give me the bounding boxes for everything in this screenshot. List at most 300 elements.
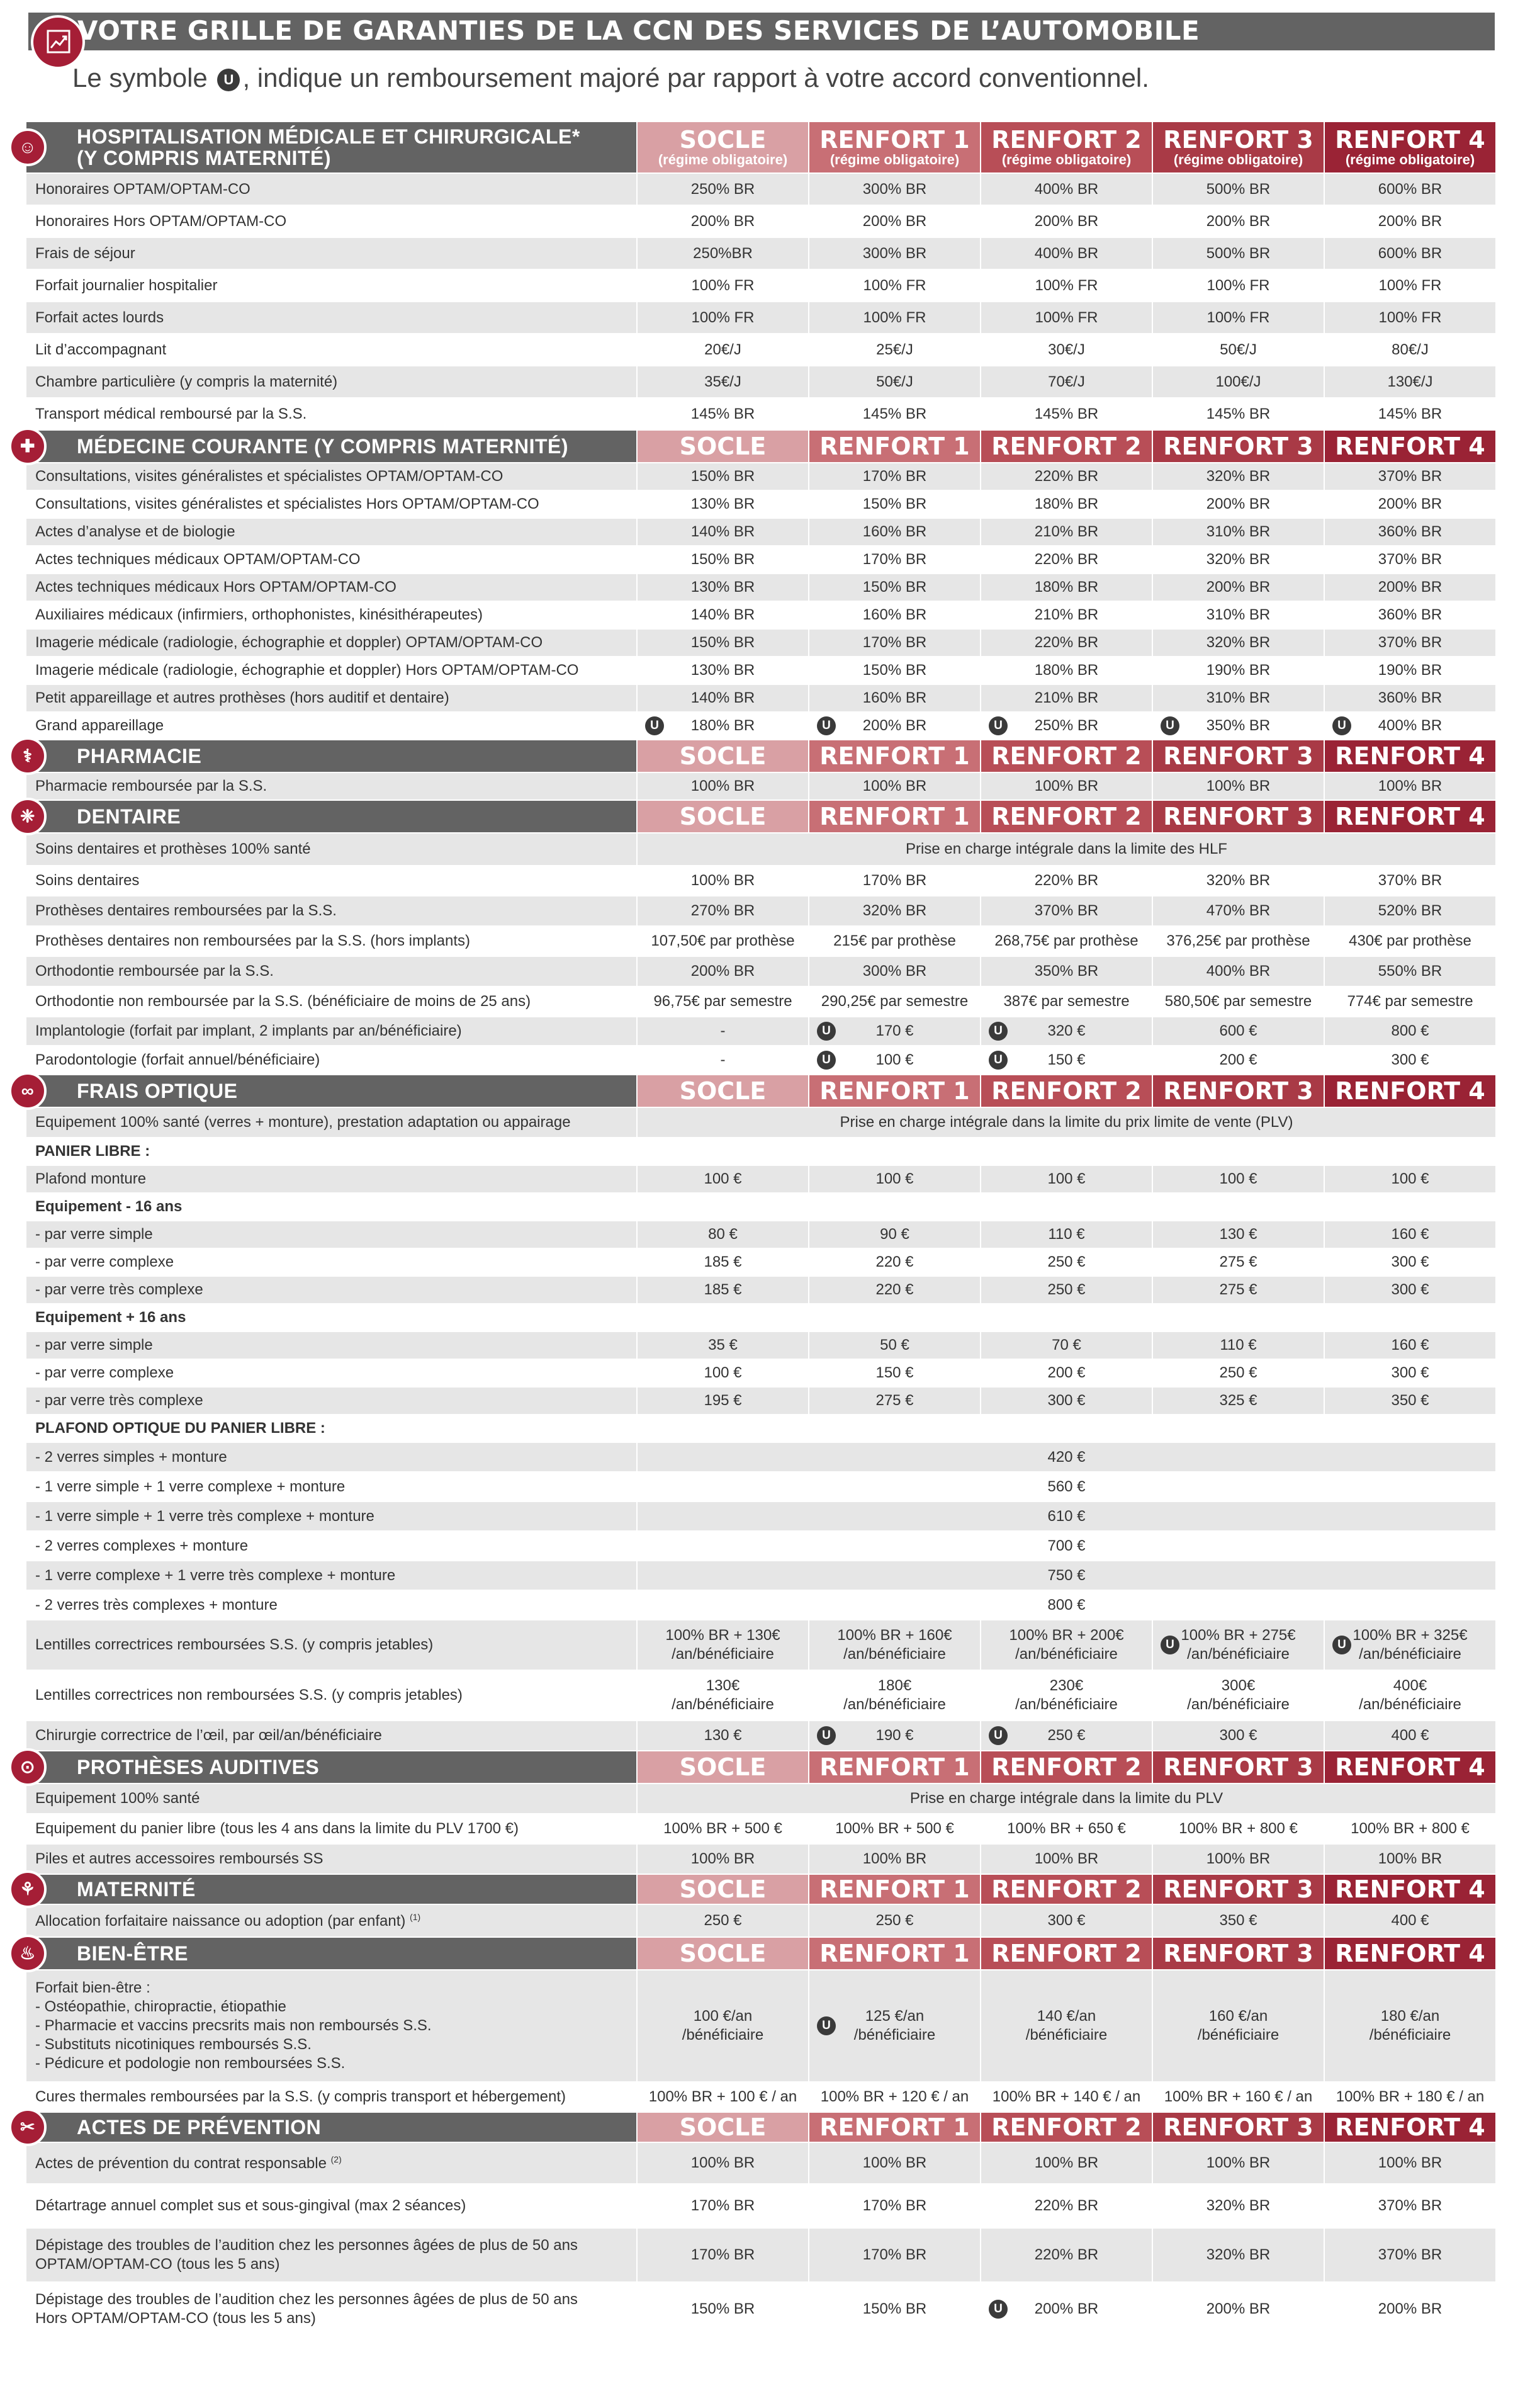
value-text: 100% FR <box>1378 276 1442 294</box>
section-title <box>20 1751 637 1783</box>
value-cell <box>637 1670 809 1721</box>
merged-value <box>637 1442 1496 1472</box>
table-row <box>26 237 1496 269</box>
value-cell <box>809 772 981 800</box>
value-text: 100% FR <box>1035 308 1098 326</box>
value-text: 300 € <box>1219 1727 1257 1744</box>
row-label-text: - par verre très complexe <box>35 1281 203 1298</box>
value-cell <box>1152 601 1324 629</box>
column-header-socle <box>637 2112 809 2142</box>
value-text: 310% BR <box>1206 523 1271 540</box>
section-title-text: BIEN-ÊTRE <box>77 1942 188 1965</box>
row-label-text: - par verre complexe <box>35 1253 174 1270</box>
value-text: 190% BR <box>1378 662 1443 679</box>
row-label-line: Dépistage des troubles de l’audition chez les personnes âgées de plus de 50 ans <box>35 2237 578 2254</box>
value-text: 200 € <box>1219 1051 1257 1068</box>
section-title-text: PROTHÈSES AUDITIVES <box>77 1755 320 1778</box>
value-text: 100% BR <box>1034 2154 1099 2171</box>
value-cell <box>809 518 981 546</box>
value-text: 170% BR <box>862 551 927 568</box>
value-cell <box>1324 629 1496 657</box>
value-text: 200% BR <box>862 717 927 734</box>
value-cell <box>981 1017 1152 1046</box>
table-row <box>26 205 1496 237</box>
row-label-text: - par verre simple <box>35 1226 153 1243</box>
section-title-line: HOSPITALISATION MÉDICALE ET CHIRURGICALE* <box>77 125 580 148</box>
value-text: 220% BR <box>1034 2246 1099 2263</box>
value-cell <box>1152 2082 1324 2112</box>
row-label-text: Piles et autres accessoires remboursés SS <box>35 1850 323 1867</box>
value-cell <box>1152 896 1324 926</box>
column-header-renfort-3 <box>1152 740 1324 772</box>
row-label <box>26 1248 637 1276</box>
value-text: 300 € <box>1391 1051 1429 1068</box>
value-cell <box>637 1248 809 1276</box>
section-title <box>20 2112 637 2142</box>
value-text: 210% BR <box>1034 689 1099 706</box>
value-cell <box>809 205 981 237</box>
column-header-label: RENFORT 1 <box>819 432 970 460</box>
column-header-label: RENFORT 4 <box>1335 742 1485 770</box>
value-text: 100% BR <box>1206 1850 1271 1867</box>
value-text: 350 € <box>1219 1912 1257 1929</box>
row-label-text: Equipement - 16 ans <box>35 1198 183 1215</box>
page-title: VOTRE GRILLE DE GARANTIES DE LA CCN DES SERVICES DE L’AUTOMOBILE <box>77 15 1200 46</box>
value-cell <box>637 601 809 629</box>
column-header-renfort-2 <box>981 1874 1152 1904</box>
majoration-icon: U <box>817 1051 836 1070</box>
value-text: 300 € <box>1047 1912 1086 1929</box>
column-header-label: RENFORT 4 <box>1335 126 1485 154</box>
value-text: 160 € <box>1391 1337 1429 1354</box>
value-text: 100% BR + 100 € / an <box>648 2088 797 2105</box>
row-label-text: Equipement + 16 ans <box>35 1309 186 1326</box>
value-text: 150% BR <box>862 579 927 596</box>
row-label <box>26 2228 637 2282</box>
value-cell <box>809 1165 981 1193</box>
value-text: 100 € <box>1391 1170 1429 1187</box>
value-cell <box>1324 2082 1496 2112</box>
value-cell <box>981 956 1152 986</box>
table-row <box>26 866 1496 896</box>
value-text: 100% BR + 800 € <box>1179 1820 1298 1837</box>
row-label <box>26 657 637 684</box>
value-text: 170 € <box>875 1022 914 1039</box>
merged-value-text: Prise en charge intégrale dans la limite du PLV <box>909 1790 1223 1807</box>
merged-value-text: 610 € <box>1047 1507 1086 1525</box>
majoration-icon: U <box>989 1051 1008 1070</box>
majoration-icon: U <box>989 1726 1008 1745</box>
value-text: 370% BR <box>1378 2197 1443 2214</box>
merged-value <box>637 1531 1496 1561</box>
value-text: 500% BR <box>1206 180 1271 198</box>
row-label-text: PANIER LIBRE : <box>35 1143 150 1160</box>
value-cell <box>981 657 1152 684</box>
value-cell <box>809 463 981 490</box>
table-row <box>26 398 1496 430</box>
value-cell <box>981 334 1152 366</box>
value-cell <box>981 1670 1152 1721</box>
value-cell <box>809 1844 981 1874</box>
section-title <box>20 1874 637 1904</box>
table-row <box>26 601 1496 629</box>
table-row <box>26 1046 1496 1075</box>
value-cell <box>1152 173 1324 205</box>
guarantees-table <box>18 121 1497 2337</box>
value-text: 250% BR <box>1034 717 1099 734</box>
value-cell <box>1152 657 1324 684</box>
column-header-note: (régime obligatoire) <box>1345 152 1475 167</box>
value-cell <box>1324 1017 1496 1046</box>
value-text: 200% BR <box>1378 212 1443 230</box>
value-text: 200% BR <box>1034 212 1099 230</box>
row-label-text: Consultations, visites généralistes et spécialistes Hors OPTAM/OPTAM-CO <box>35 495 539 512</box>
column-header-renfort-3 <box>1152 1874 1324 1904</box>
table-row <box>26 1814 1496 1844</box>
column-header-socle <box>637 430 809 463</box>
value-cell <box>981 712 1152 740</box>
row-label-text: Frais de séjour <box>35 244 135 262</box>
row-label-text: Allocation forfaitaire naissance ou adoption (par enfant) <box>35 1912 406 1930</box>
column-header-renfort-2 <box>981 122 1152 173</box>
value-cell <box>809 1221 981 1248</box>
medical-bag-icon: ✚ <box>9 427 47 465</box>
row-label <box>26 1721 637 1751</box>
value-cell <box>637 1904 809 1937</box>
value-text: 190 € <box>875 1727 914 1744</box>
row-label-text: - 1 verre complexe + 1 verre très complexe + monture <box>35 1566 396 1584</box>
table-row <box>26 366 1496 398</box>
section-header-auditives <box>26 1751 1496 1783</box>
subtitle-before: Le symbole <box>72 63 208 93</box>
value-cell <box>809 866 981 896</box>
majoration-icon: U <box>989 1022 1008 1041</box>
value-text: 100% BR + 130€ /an/bénéficiaire <box>665 1627 780 1663</box>
column-header-label: RENFORT 2 <box>991 126 1142 154</box>
column-header-renfort-3 <box>1152 430 1324 463</box>
row-label <box>26 1415 1496 1442</box>
value-cell <box>637 334 809 366</box>
value-cell <box>809 2228 981 2282</box>
value-cell <box>1324 2228 1496 2282</box>
merged-value-text: 750 € <box>1047 1566 1086 1584</box>
value-text: 350% BR <box>1206 717 1271 734</box>
majoration-icon: U <box>1161 716 1179 735</box>
value-cell <box>809 173 981 205</box>
value-text: 140% BR <box>690 523 755 540</box>
value-cell <box>1152 490 1324 518</box>
value-text: 100% BR + 500 € <box>663 1820 782 1837</box>
value-text: 100% BR + 200€ /an/bénéficiaire <box>1009 1627 1124 1663</box>
table-row <box>26 574 1496 601</box>
value-cell <box>981 772 1152 800</box>
value-text: 100% BR + 180 € / an <box>1336 2088 1485 2105</box>
table-row <box>26 1359 1496 1387</box>
value-cell <box>1152 1387 1324 1415</box>
majoration-icon: U <box>645 716 664 735</box>
row-label <box>26 1590 637 1620</box>
value-cell <box>981 629 1152 657</box>
table-row <box>26 629 1496 657</box>
value-text: 145% BR <box>1206 405 1271 422</box>
value-cell <box>1152 986 1324 1017</box>
row-label-text: Forfait actes lourds <box>35 308 164 326</box>
row-label-text: Actes techniques médicaux OPTAM/OPTAM-CO <box>35 551 361 568</box>
value-cell <box>809 334 981 366</box>
column-header-renfort-1 <box>809 2112 981 2142</box>
value-text: 360% BR <box>1378 523 1443 540</box>
row-label-text: Chirurgie correctrice de l’œil, par œil/an/bénéficiaire <box>35 1727 382 1744</box>
column-header-label: RENFORT 1 <box>819 803 970 830</box>
value-text: 160 € <box>1391 1226 1429 1243</box>
value-text: 170% BR <box>862 872 927 889</box>
value-text: 140% BR <box>690 689 755 706</box>
row-label <box>26 518 637 546</box>
row-label <box>26 1814 637 1844</box>
majoration-icon: U <box>1332 716 1351 735</box>
value-text: 220 € <box>875 1253 914 1270</box>
column-header-renfort-2 <box>981 1075 1152 1107</box>
value-text: 180€ /an/bénéficiaire <box>843 1677 946 1713</box>
value-text: 100% BR <box>1034 1850 1099 1867</box>
row-label <box>26 1359 637 1387</box>
value-text: 150% BR <box>690 468 755 485</box>
column-header-socle <box>637 1937 809 1970</box>
row-label <box>26 1193 1496 1221</box>
row-label-text: - 2 verres simples + monture <box>35 1448 227 1466</box>
row-label-text: - par verre complexe <box>35 1364 174 1381</box>
row-label <box>26 833 637 866</box>
value-text: 200 € <box>1047 1364 1086 1381</box>
row-label-text: PLAFOND OPTIQUE DU PANIER LIBRE : <box>35 1420 325 1437</box>
row-label <box>26 684 637 712</box>
value-text: 200% BR <box>1378 2300 1443 2317</box>
merged-value <box>637 1472 1496 1501</box>
value-text: 125 €/an /bénéficiaire <box>853 2008 936 2043</box>
value-text: 96,75€ par semestre <box>653 993 792 1010</box>
value-cell <box>1152 1359 1324 1387</box>
table-row <box>26 1721 1496 1751</box>
value-cell <box>809 1970 981 2082</box>
value-text: 250 € <box>1047 1281 1086 1298</box>
value-text: 100% BR <box>862 2154 927 2171</box>
row-label <box>26 574 637 601</box>
value-text: 600% BR <box>1378 180 1443 198</box>
value-text: 220% BR <box>1034 468 1099 485</box>
column-header-label: RENFORT 2 <box>991 1875 1142 1903</box>
column-header-label: RENFORT 2 <box>991 432 1142 460</box>
value-text: 170% BR <box>862 2197 927 2214</box>
column-header-label: SOCLE <box>679 432 767 460</box>
column-header-renfort-1 <box>809 1075 981 1107</box>
row-label-text: Actes techniques médicaux Hors OPTAM/OPTAM-CO <box>35 579 397 596</box>
column-header-socle <box>637 1751 809 1783</box>
value-text: 580,50€ par semestre <box>1164 993 1312 1010</box>
table-row <box>26 657 1496 684</box>
value-cell <box>637 463 809 490</box>
value-cell <box>637 366 809 398</box>
table-row <box>26 302 1496 334</box>
value-text: 70€/J <box>1048 373 1085 390</box>
value-cell <box>1324 1670 1496 1721</box>
row-label-text: Plafond monture <box>35 1170 147 1187</box>
value-text: 100% BR <box>1378 1850 1443 1867</box>
row-label-text: Soins dentaires et prothèses 100% santé <box>35 840 311 857</box>
value-text: 30€/J <box>1048 341 1085 358</box>
value-cell <box>1324 1814 1496 1844</box>
table-row <box>26 1590 1496 1620</box>
section-title-text: FRAIS OPTIQUE <box>77 1079 238 1102</box>
value-text: 220% BR <box>1034 2197 1099 2214</box>
table-row <box>26 269 1496 302</box>
value-text: 310% BR <box>1206 689 1271 706</box>
value-cell <box>1324 302 1496 334</box>
value-text: 210% BR <box>1034 606 1099 623</box>
row-label <box>26 1442 637 1472</box>
row-label <box>26 866 637 896</box>
value-text: 220% BR <box>1034 872 1099 889</box>
column-header-label: RENFORT 4 <box>1335 1077 1485 1105</box>
value-text: 110 € <box>1048 1226 1085 1243</box>
value-cell <box>1152 1331 1324 1359</box>
table-row <box>26 1561 1496 1590</box>
column-header-label: RENFORT 1 <box>819 1753 970 1781</box>
column-header-renfort-2 <box>981 800 1152 833</box>
value-text: 100€/J <box>1215 373 1261 390</box>
majoration-icon: U <box>817 1726 836 1745</box>
value-cell <box>1152 1046 1324 1075</box>
column-header-label: RENFORT 4 <box>1335 1875 1485 1903</box>
value-text: 100 €/an /bénéficiaire <box>682 2008 764 2043</box>
value-cell <box>1152 2142 1324 2184</box>
merged-value-text: 420 € <box>1047 1448 1086 1466</box>
row-label-line: OPTAM/OPTAM-CO (tous les 5 ans) <box>35 2256 280 2273</box>
value-cell <box>1324 601 1496 629</box>
row-label <box>26 366 637 398</box>
merged-value-text: 560 € <box>1047 1478 1086 1495</box>
value-cell <box>637 712 809 740</box>
value-text: 100 € <box>704 1170 742 1187</box>
table-row <box>26 1107 1496 1138</box>
value-text: 35 € <box>708 1337 738 1354</box>
row-label <box>26 629 637 657</box>
value-cell <box>637 1017 809 1046</box>
value-text: 90 € <box>880 1226 909 1243</box>
row-label <box>26 269 637 302</box>
value-text: 70 € <box>1052 1337 1081 1354</box>
row-label-text: Implantologie (forfait par implant, 2 implants par an/bénéficiaire) <box>35 1022 462 1039</box>
section-title <box>23 740 637 772</box>
value-cell <box>637 1331 809 1359</box>
value-text: 100% BR <box>1034 777 1099 794</box>
value-text: 290,25€ par semestre <box>821 993 969 1010</box>
value-cell <box>981 986 1152 1017</box>
value-text: 275 € <box>875 1392 914 1409</box>
row-label <box>26 173 637 205</box>
value-text: 100 € <box>875 1051 914 1068</box>
majoration-icon: U <box>817 716 836 735</box>
title-bar <box>28 13 1495 50</box>
value-cell <box>1152 237 1324 269</box>
row-label <box>26 490 637 518</box>
row-label <box>26 1472 637 1501</box>
row-label-line: - Pharmacie et vaccins precsrits mais non remboursés S.S. <box>35 2017 432 2034</box>
value-text: 130 € <box>704 1727 742 1744</box>
section-header-dentaire <box>26 800 1496 833</box>
row-label-text: Equipement 100% santé (verres + monture), prestation adaptation ou appairage <box>35 1114 571 1131</box>
value-text: 250 € <box>875 1912 914 1929</box>
value-cell <box>1152 1814 1324 1844</box>
value-cell <box>637 518 809 546</box>
value-cell <box>1324 366 1496 398</box>
value-text: 400% BR <box>1206 963 1271 980</box>
section-header-optique <box>26 1075 1496 1107</box>
row-label-text: Soins dentaires <box>35 872 140 889</box>
row-label-text: Grand appareillage <box>35 717 164 734</box>
value-cell <box>809 657 981 684</box>
row-label-text: Orthodontie remboursée par la S.S. <box>35 963 274 980</box>
value-cell <box>981 866 1152 896</box>
value-text: 376,25€ par prothèse <box>1166 932 1310 949</box>
column-header-renfort-4 <box>1324 1751 1496 1783</box>
value-text: 195 € <box>704 1392 742 1409</box>
value-text: 430€ par prothèse <box>1349 932 1471 949</box>
value-cell <box>1152 269 1324 302</box>
row-label-text: - 2 verres très complexes + monture <box>35 1596 278 1614</box>
value-text: 310% BR <box>1206 606 1271 623</box>
value-cell <box>1324 926 1496 956</box>
table-row <box>26 546 1496 574</box>
value-cell <box>637 866 809 896</box>
spa-icon: ♨ <box>9 1935 47 1972</box>
column-header-label: RENFORT 4 <box>1335 1753 1485 1781</box>
value-text: 100% FR <box>691 276 755 294</box>
value-text: 275 € <box>1219 1253 1257 1270</box>
value-text: 80€/J <box>1392 341 1429 358</box>
row-label <box>26 2184 637 2228</box>
value-text: 268,75€ par prothèse <box>994 932 1139 949</box>
value-cell <box>1152 334 1324 366</box>
value-cell <box>981 2282 1152 2336</box>
value-text: - <box>720 1022 726 1039</box>
value-text: 200% BR <box>1206 495 1271 512</box>
value-cell <box>981 546 1152 574</box>
value-cell <box>809 302 981 334</box>
merged-value-text: 800 € <box>1047 1596 1086 1614</box>
table-row <box>26 926 1496 956</box>
value-cell <box>809 490 981 518</box>
table-row <box>26 1415 1496 1442</box>
value-cell <box>1324 1276 1496 1304</box>
value-text: 200% BR <box>1378 495 1443 512</box>
value-cell <box>1324 1620 1496 1670</box>
value-cell <box>1152 1017 1324 1046</box>
row-label <box>26 1221 637 1248</box>
value-cell <box>637 269 809 302</box>
value-cell <box>981 684 1152 712</box>
row-label <box>26 1844 637 1874</box>
value-text: 200% BR <box>1034 2300 1099 2317</box>
section-title-text: ACTES DE PRÉVENTION <box>77 2115 322 2139</box>
value-text: 100% BR + 650 € <box>1007 1820 1126 1837</box>
row-label-text: Lentilles correctrices remboursées S.S. (y compris jetables) <box>35 1636 434 1653</box>
row-label-text: Honoraires Hors OPTAM/OPTAM-CO <box>35 212 287 230</box>
value-text: 100% BR <box>690 777 755 794</box>
row-label <box>26 1165 637 1193</box>
table-row <box>26 1193 1496 1221</box>
row-label <box>26 772 637 800</box>
section-title-text: PHARMACIE <box>77 744 202 767</box>
